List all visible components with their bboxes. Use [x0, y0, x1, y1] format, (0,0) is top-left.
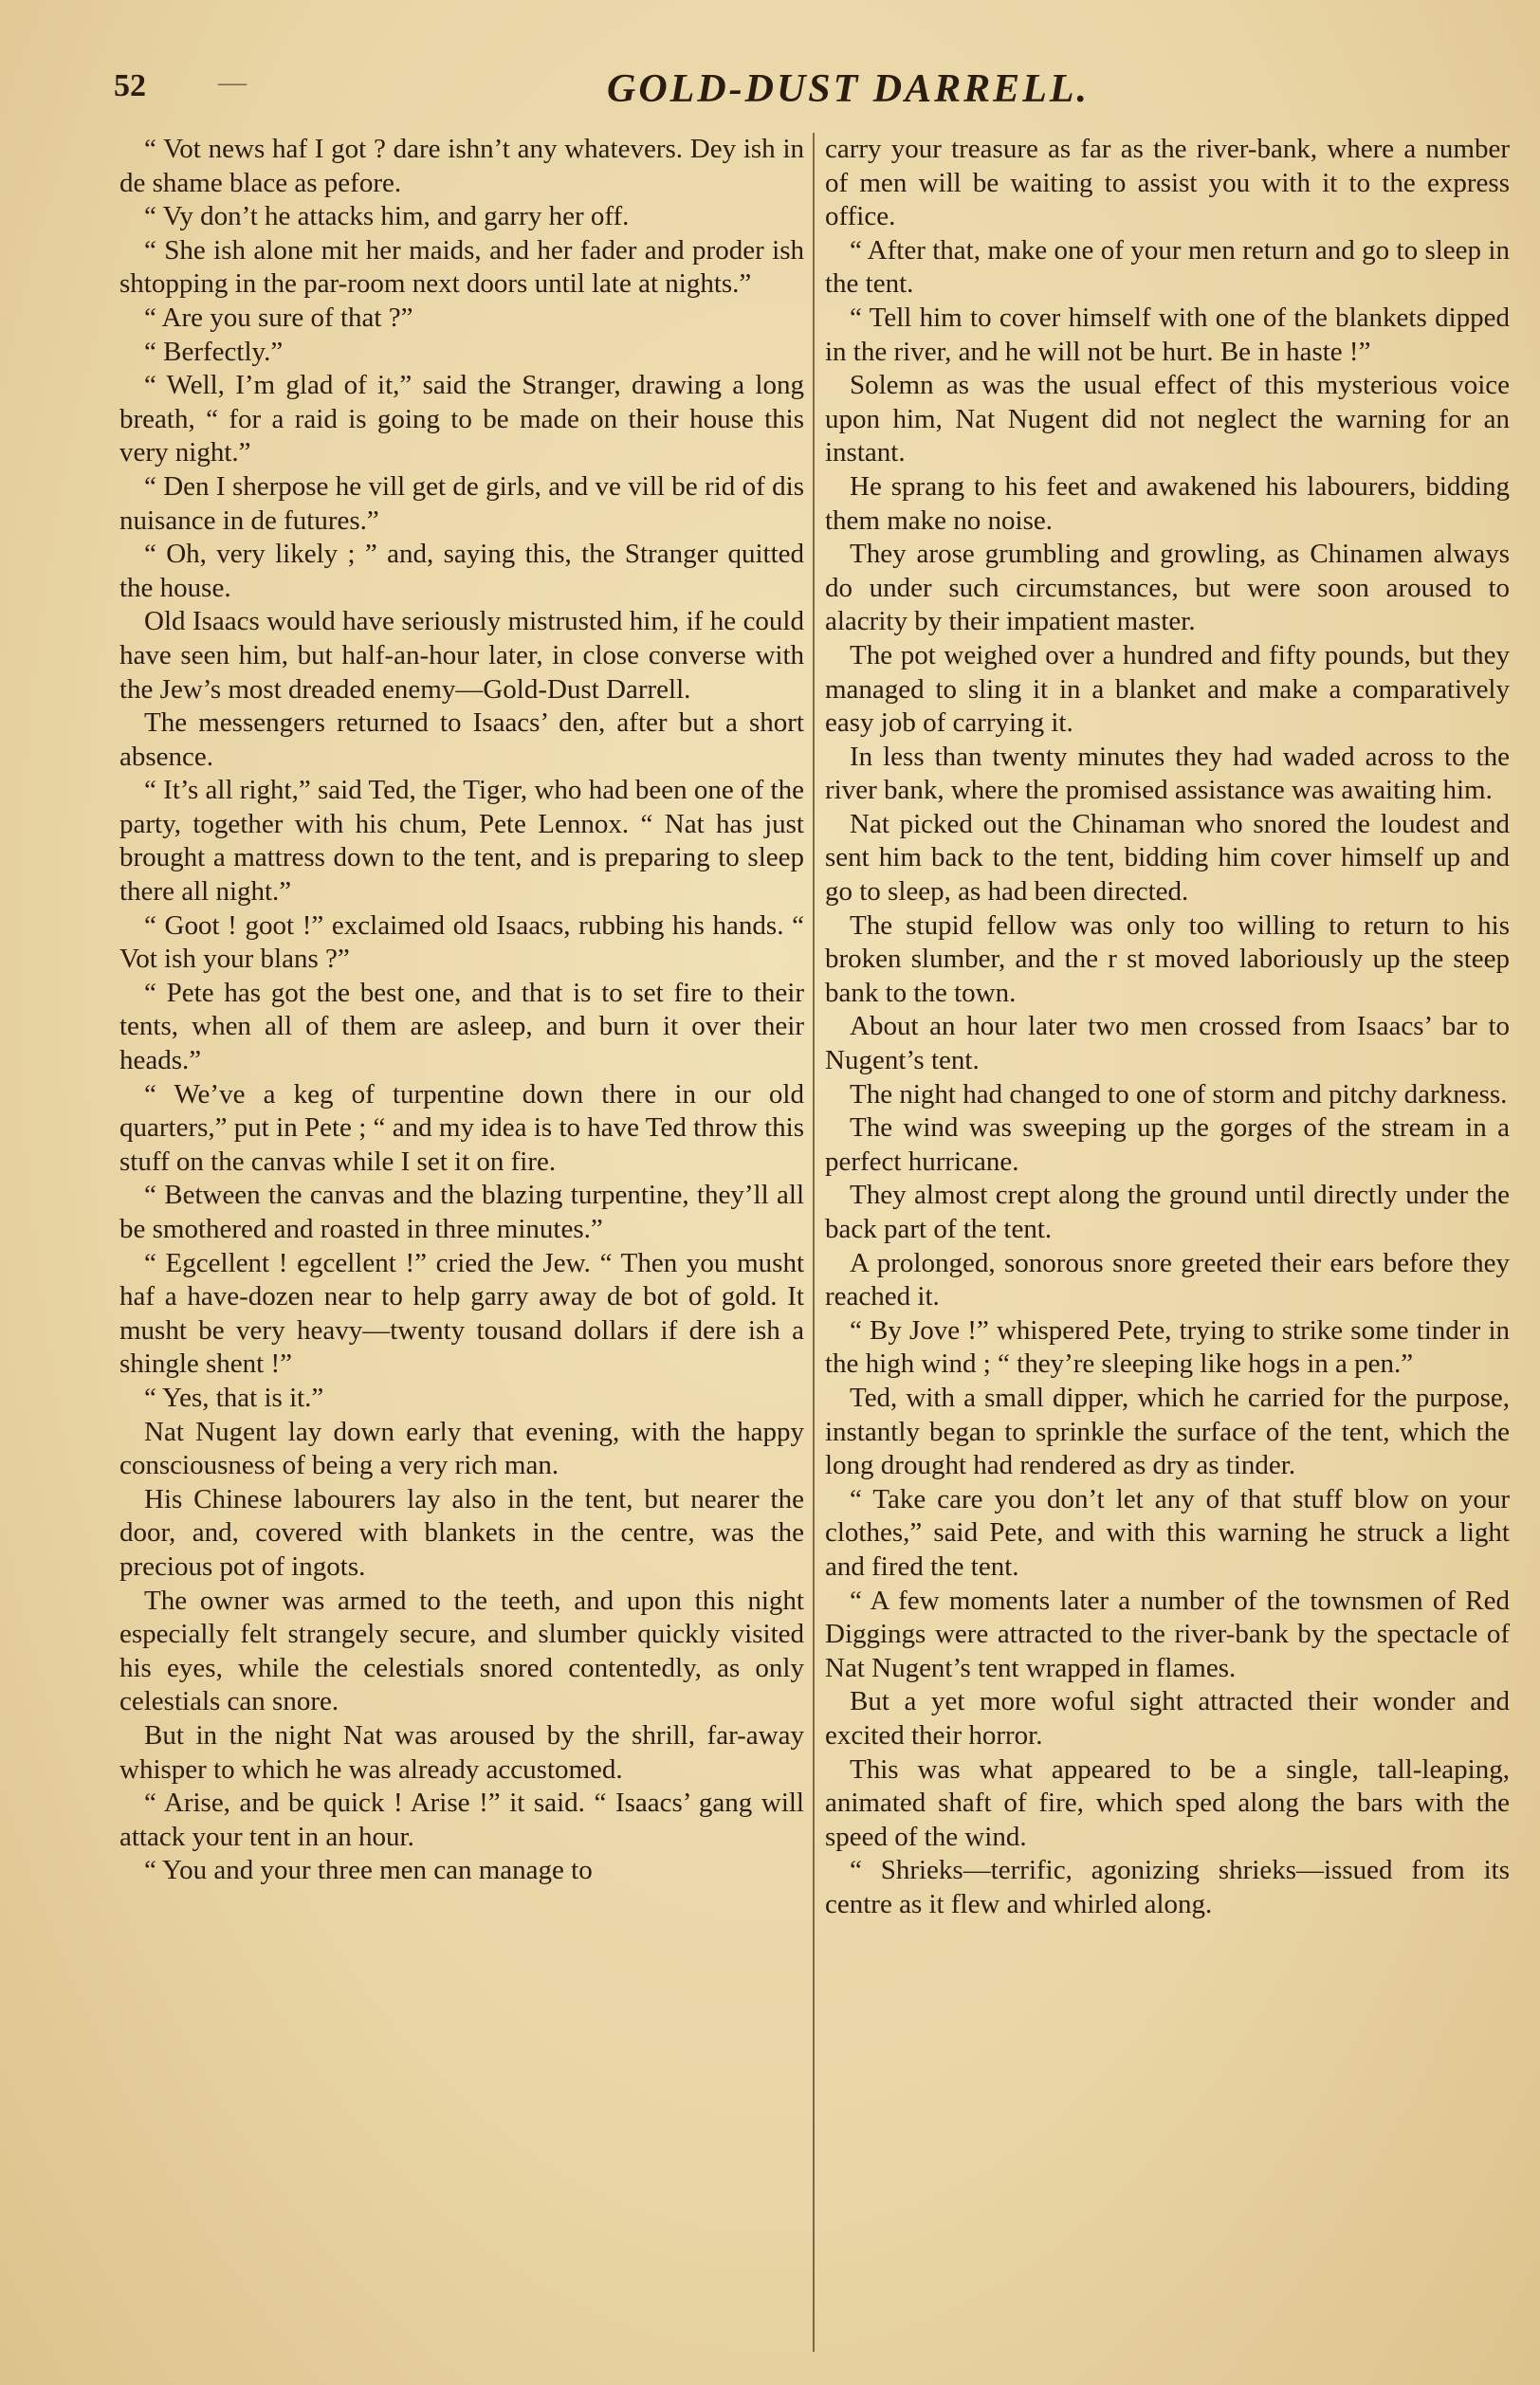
paragraph: The pot weighed over a hundred and fifty pounds, but they managed to sling it in a blanket and make a comparatively easy job of carrying it.: [825, 639, 1510, 739]
left-column: [119, 133, 804, 1888]
paragraph: “ Yes, that is it.”: [144, 1382, 324, 1413]
paragraph: He sprang to his feet and awakened his labourers, bidding them make no noise.: [825, 470, 1510, 536]
running-title: GOLD-DUST DARRELL.: [607, 67, 1091, 111]
paragraph: The wind was sweeping up the gorges of the stream in a perfect hurricane.: [825, 1112, 1510, 1177]
paragraph: “ She ish alone mit her maids, and her fader and proder ish shtopping in the par-room next doors until late at nights.”: [119, 234, 804, 300]
paragraph: But in the night Nat was aroused by the shrill, far-away whisper to which he was already accustomed.: [119, 1719, 804, 1785]
paragraph: They almost crept along the ground until directly under the back part of the tent.: [825, 1180, 1510, 1244]
paragraph: “ We’ve a keg of turpentine down there in our old quarters,” put in Pete ; “ and my idea is to have Ted throw this stuff on the canvas while I set it on fire.: [119, 1078, 804, 1177]
paragraph: “ It’s all right,” said Ted, the Tiger, who had been one of the party, together with his chum, Pete Lennox. “ Nat has just brought a mattress down to the tent, and is preparing to sleep there all night.”: [119, 775, 804, 908]
paragraph: The stupid fellow was only too willing to return to his broken slumber, and the r st moved laboriously up the steep bank to the town.: [825, 909, 1510, 1008]
paragraph: “ Shrieks—terrific, agonizing shrieks—issued from its centre as it flew and whirled along.: [825, 1855, 1510, 1919]
paragraph: “ A few moments later a number of the townsmen of Red Diggings were attracted to the river-bank by the spectacle of Nat Nugent’s tent wrapped in flames.: [825, 1585, 1510, 1683]
paragraph: “ By Jove !” whispered Pete, trying to strike some tinder in the high wind ; “ they’re sleeping like hogs in a pen.”: [825, 1314, 1510, 1380]
paragraph: A prolonged, sonorous snore greeted their ears before they reached it.: [825, 1247, 1510, 1312]
paragraph: “ Oh, very likely ; ” and, saying this, the Stranger quitted the house.: [119, 539, 804, 603]
paragraph: The messengers returned to Isaacs’ den, after but a short absence.: [119, 707, 804, 772]
paragraph: “ Arise, and be quick ! Arise !” it said. “ Isaacs’ gang will attack your tent in an hour.: [119, 1788, 804, 1852]
paragraph: Solemn as was the usual effect of this mysterious voice upon him, Nat Nugent did not neglect the warning for an instant.: [825, 370, 1510, 468]
paragraph: “ Between the canvas and the blazing turpentine, they’ll all be smothered and roasted in three minutes.”: [119, 1180, 804, 1244]
paragraph: “ You and your three men can manage to: [144, 1855, 593, 1886]
paragraph: “ Berfectly.”: [144, 336, 284, 367]
paragraph: But a yet more woful sight attracted their wonder and excited their horror.: [825, 1686, 1510, 1751]
paragraph: “ Pete has got the best one, and that is to set fire to their tents, when all of them are asleep, and burn it over their heads.”: [119, 977, 804, 1076]
paragraph: “ Take care you don’t let any of that stuff blow on your clothes,” said Pete, and with this warning he struck a light and fired the tent.: [825, 1483, 1510, 1582]
paragraph: “ Goot ! goot !” exclaimed old Isaacs, rubbing his hands. “ Vot ish your blans ?”: [119, 909, 804, 975]
paragraph: This was what appeared to be a single, tall-leaping, animated shaft of fire, which sped along the bars with the speed of the wind.: [825, 1753, 1510, 1852]
paragraph: “ Vot news haf I got ? dare ishn’t any whatevers. Dey ish in de shame blace as pefore.: [119, 134, 804, 198]
page-number: 52: [114, 68, 146, 103]
paragraph: “ Egcellent ! egcellent !” cried the Jew. “ Then you musht haf a have-dozen near to help garry away de bot of gold. It musht be very heavy—twenty tousand dollars if dere ish a shingle shent !”: [119, 1247, 804, 1380]
paragraph: “ After that, make one of your men return and go to sleep in the tent.: [825, 234, 1510, 300]
page-header: [114, 59, 1441, 116]
paragraph: “ Vy don’t he attacks him, and garry her off.: [144, 201, 630, 232]
paragraph: Nat picked out the Chinaman who snored the loudest and sent him back to the tent, bidding him cover himself up and go to sleep, as had been directed.: [825, 808, 1510, 908]
paragraph: “ Tell him to cover himself with one of the blankets dipped in the river, and he will not be hurt. Be in haste !”: [825, 302, 1510, 367]
paragraph: His Chinese labourers lay also in the tent, but nearer the door, and, covered with blankets in the centre, was the precious pot of ingots.: [119, 1483, 804, 1582]
right-column: [825, 133, 1510, 1921]
paragraph: The night had changed to one of storm and pitchy darkness.: [850, 1078, 1508, 1110]
paragraph: Ted, with a small dipper, which he carried for the purpose, instantly began to sprinkle the surface of the tent, which the long drought had rendered as dry as tinder.: [825, 1382, 1510, 1481]
paragraph: Old Isaacs would have seriously mistrusted him, if he could have seen him, but half-an-hour later, in close converse with the Jew’s most dreaded enemy—Gold-Dust Darrell.: [119, 606, 804, 705]
paragraph: “ Well, I’m glad of it,” said the Stranger, drawing a long breath, “ for a raid is going to be made on their house this very night.”: [119, 370, 804, 468]
paragraph: The owner was armed to the teeth, and upon this night especially felt strangely secure, and slumber quickly visited his eyes, while the celestials snored contentedly, as only celestials can snore.: [119, 1585, 804, 1717]
paragraph: In less than twenty minutes they had waded across to the river bank, where the promised assistance was awaiting him.: [825, 741, 1510, 806]
paragraph: Nat Nugent lay down early that evening, with the happy consciousness of being a very rich man.: [119, 1416, 804, 1481]
paragraph: “ Den I sherpose he vill get de girls, and ve vill be rid of dis nuisance in de futures.”: [119, 470, 804, 536]
paragraph: “ Are you sure of that ?”: [144, 302, 413, 333]
right-column-continuation: carry your treasure as far as the river-bank, where a number of men will be waiting to assist you with it to the express office.: [825, 134, 1510, 232]
column-divider: [813, 133, 815, 2352]
paragraph: They arose grumbling and growling, as Chinamen always do under such circumstances, but were soon aroused to alacrity by their impatient master.: [825, 539, 1510, 637]
paragraph: About an hour later two men crossed from Isaacs’ bar to Nugent’s tent.: [825, 1011, 1510, 1076]
header-dash: —: [218, 66, 247, 98]
